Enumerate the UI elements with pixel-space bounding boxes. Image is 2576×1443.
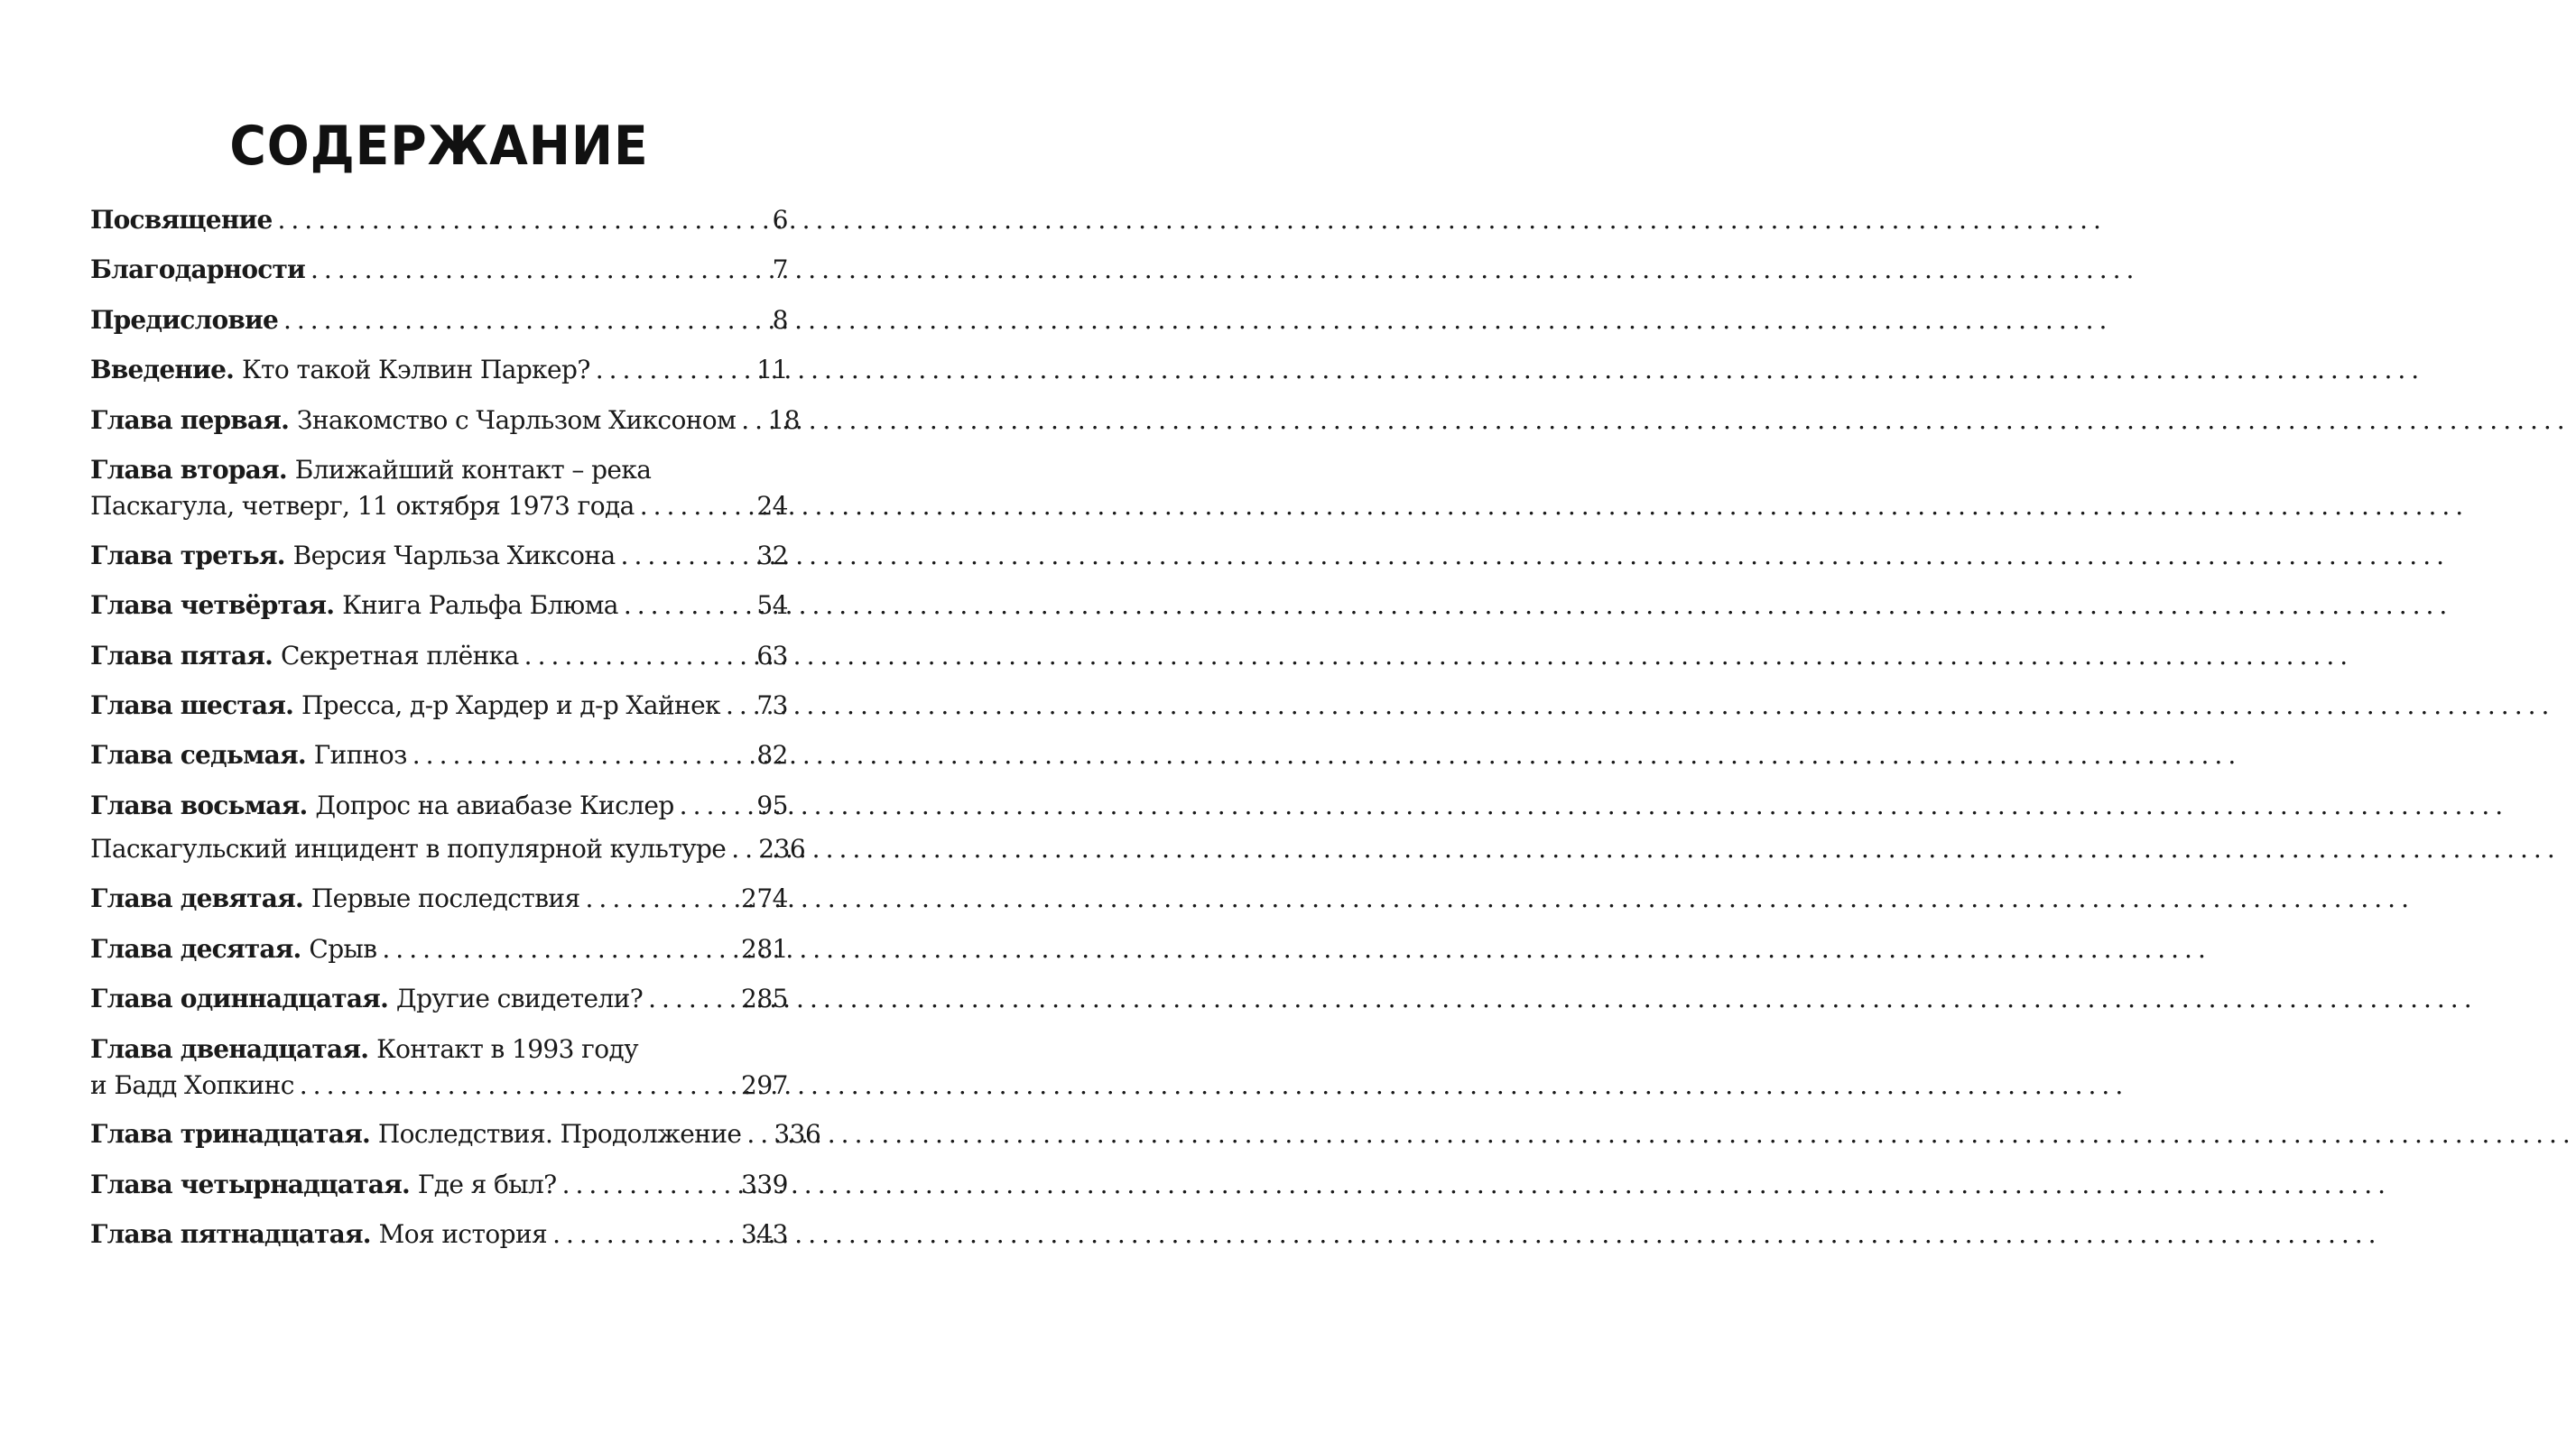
toc-entry[interactable] xyxy=(90,688,788,724)
page-number: 18 xyxy=(768,405,800,435)
toc-entry[interactable] xyxy=(90,1116,821,1152)
entry-title: Другие свидетели? xyxy=(395,984,644,1013)
page-number: 54 xyxy=(756,590,788,620)
entry-label: Глава восьмая. xyxy=(90,791,308,820)
dot-leader xyxy=(643,981,741,1017)
dot-leader xyxy=(674,788,757,824)
entry-label: Глава пятнадцатая. xyxy=(90,1219,371,1249)
dot-leader xyxy=(547,1216,741,1253)
toc-entry[interactable] xyxy=(90,202,788,238)
toc-entry[interactable] xyxy=(90,788,788,824)
toc-entry[interactable] xyxy=(90,302,788,338)
entry-title: Первые последствия xyxy=(310,883,580,913)
entry-label: Глава одиннадцатая. xyxy=(90,984,389,1013)
page-number: 7 xyxy=(772,254,788,284)
toc-entry[interactable] xyxy=(90,1216,788,1253)
dot-leader xyxy=(736,402,768,439)
dot-leader xyxy=(741,1116,774,1152)
dot-leader xyxy=(590,352,757,388)
page-number: 281 xyxy=(741,934,788,964)
toc-entry[interactable] xyxy=(90,881,788,917)
entry-title: Гипноз xyxy=(313,740,407,770)
page-number: 274 xyxy=(741,883,788,913)
dot-leader xyxy=(557,1167,741,1203)
entry-title: Моя история xyxy=(378,1219,548,1249)
page-number: 8 xyxy=(772,305,788,335)
entry-title: Секретная плёнка xyxy=(280,641,519,671)
page-number: 73 xyxy=(756,690,788,720)
page-title: СОДЕРЖАНИЕ xyxy=(229,115,649,178)
page-number: 82 xyxy=(756,740,788,770)
entry-label: Глава тринадцатая. xyxy=(90,1119,370,1149)
page-number: 343 xyxy=(741,1219,788,1249)
toc-entry[interactable] xyxy=(90,1167,788,1203)
entry-label: Введение. xyxy=(90,355,235,384)
dot-leader xyxy=(305,252,773,288)
entry-label: Глава третья. xyxy=(90,541,285,570)
dot-leader xyxy=(278,302,773,338)
entry-label: Благодарности xyxy=(90,254,305,284)
entry-label: Глава десятая. xyxy=(90,934,301,964)
toc-entry[interactable] xyxy=(90,402,800,439)
entry-label: Предисловие xyxy=(90,305,278,335)
page-number: 336 xyxy=(774,1119,821,1149)
entry-label: Глава шестая. xyxy=(90,690,294,720)
toc-entry[interactable] xyxy=(90,737,788,773)
entry-label: Глава седьмая. xyxy=(90,740,306,770)
entry-title: Кто такой Кэлвин Паркер? xyxy=(241,355,590,384)
toc-entry[interactable] xyxy=(90,452,788,524)
entry-title-continued: и Бадд Хопкинс xyxy=(90,1070,294,1100)
dot-leader xyxy=(376,931,741,967)
toc-entry[interactable] xyxy=(90,931,788,967)
dot-leader xyxy=(273,202,773,238)
entry-label: Глава девятая. xyxy=(90,883,303,913)
entry-label: Глава четвёртая. xyxy=(90,590,335,620)
entry-title: Версия Чарльза Хиксона xyxy=(292,541,616,570)
dot-leader xyxy=(294,1068,741,1104)
entry-title: Допрос на авиабазе Кислер xyxy=(315,791,674,820)
entry-title-continued: Паскагула, четверг, 11 октября 1973 года xyxy=(90,491,635,521)
page-number: 297 xyxy=(741,1070,788,1100)
entry-title: Паскагульский инцидент в популярной культуре xyxy=(90,834,727,864)
page-number: 11 xyxy=(756,355,788,384)
entry-label: Глава четырнадцатая. xyxy=(90,1170,410,1199)
entry-label: Глава пятая. xyxy=(90,641,273,671)
entry-title: Ближайший контакт – река xyxy=(294,455,652,485)
page-number: 95 xyxy=(756,791,788,820)
dot-leader xyxy=(720,688,756,724)
page-number: 285 xyxy=(741,984,788,1013)
entry-label: Глава вторая. xyxy=(90,455,287,485)
page-number: 63 xyxy=(756,641,788,671)
entry-title: Последствия. Продолжение xyxy=(377,1119,742,1149)
toc-entry[interactable] xyxy=(90,352,788,388)
toc-entry[interactable] xyxy=(90,538,788,574)
entry-title: Контакт в 1993 году xyxy=(376,1034,638,1064)
toc-entry[interactable] xyxy=(90,981,788,1017)
page-number: 6 xyxy=(772,205,788,235)
page-number: 32 xyxy=(756,541,788,570)
entry-label: Посвящение xyxy=(90,205,273,235)
toc-entry[interactable] xyxy=(90,587,788,624)
toc-entry[interactable] xyxy=(90,638,788,674)
entry-title: Знакомство с Чарльзом Хиксоном xyxy=(297,405,737,435)
toc-entry[interactable] xyxy=(90,831,806,867)
toc-entry[interactable] xyxy=(90,1031,788,1104)
dot-leader xyxy=(407,737,757,773)
dot-leader xyxy=(635,488,757,524)
dot-leader xyxy=(580,881,742,917)
entry-label: Глава двенадцатая. xyxy=(90,1034,369,1064)
entry-title: Где я был? xyxy=(417,1170,557,1199)
entry-title: Пресса, д-р Хардер и д-р Хайнек xyxy=(301,690,720,720)
dot-leader xyxy=(616,538,757,574)
entry-label: Глава первая. xyxy=(90,405,290,435)
page-number: 339 xyxy=(741,1170,788,1199)
toc-entry[interactable] xyxy=(90,252,788,288)
dot-leader xyxy=(519,638,757,674)
dot-leader xyxy=(726,831,758,867)
entry-title: Книга Ральфа Блюма xyxy=(342,590,618,620)
entry-title: Срыв xyxy=(309,934,377,964)
dot-leader xyxy=(618,587,757,624)
page-number: 24 xyxy=(756,491,788,521)
page-number: 236 xyxy=(758,834,806,864)
